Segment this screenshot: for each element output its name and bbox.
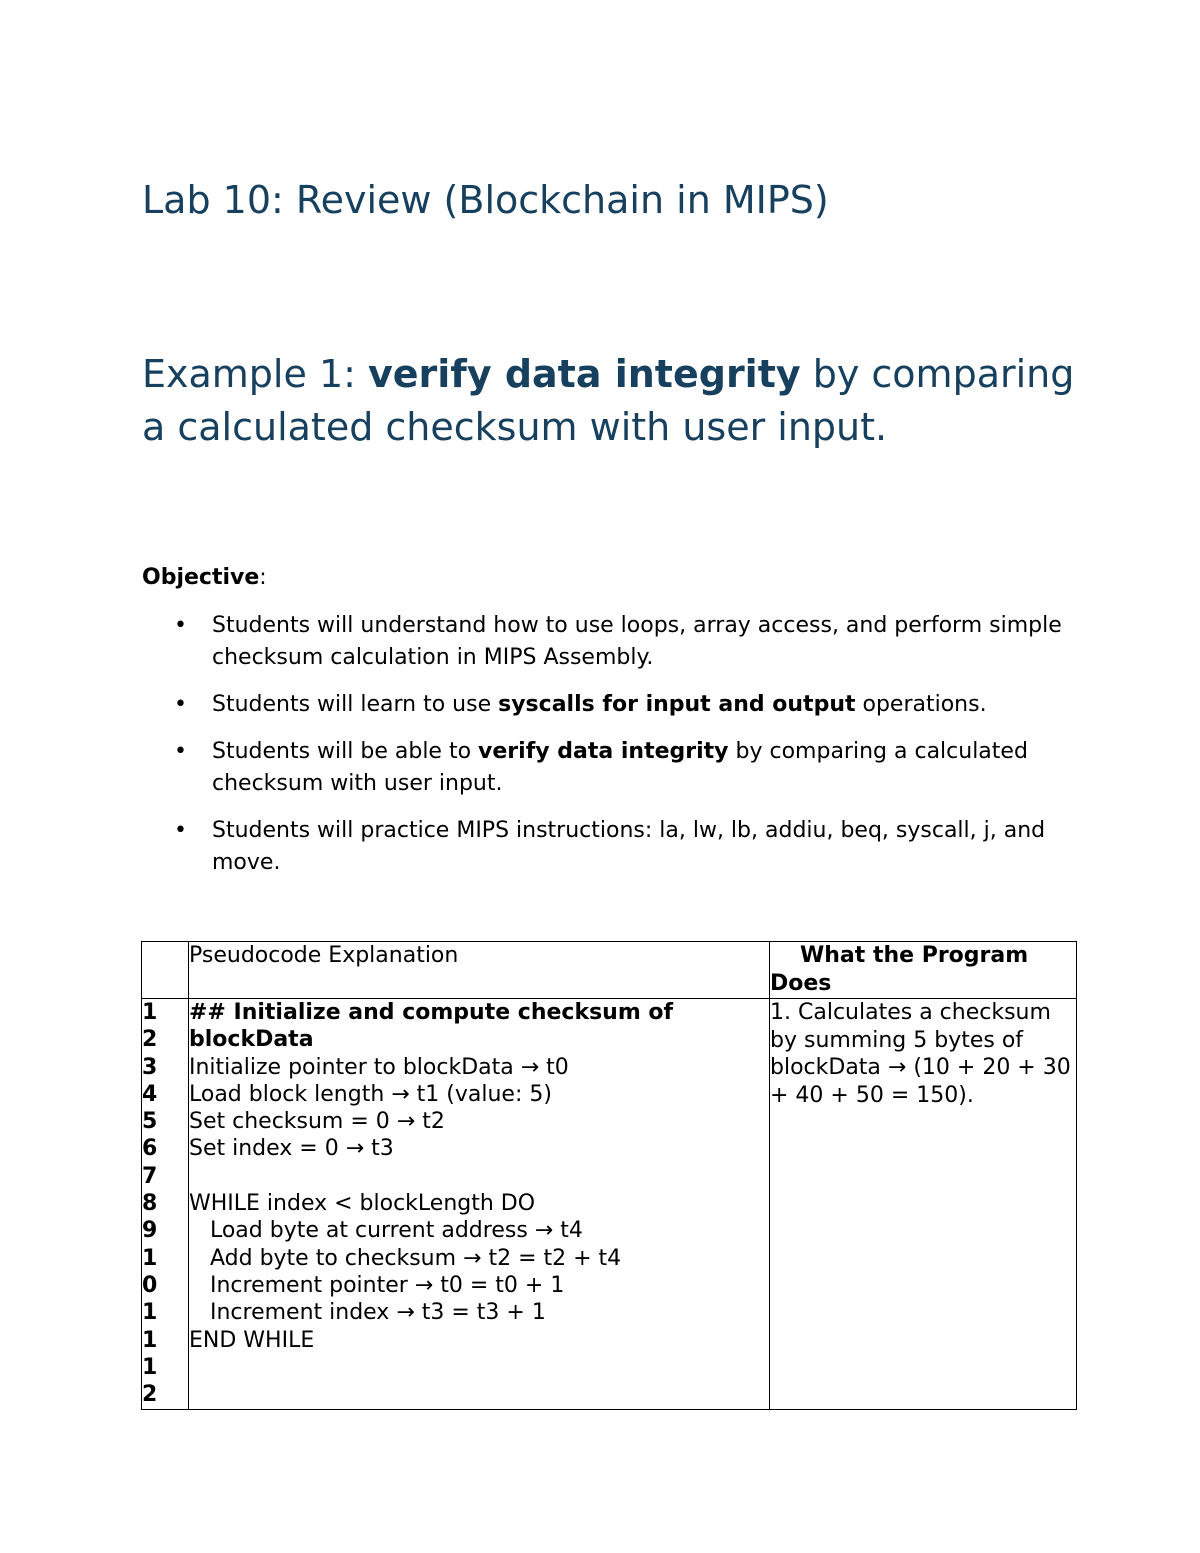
objective-item-text: Students will be able to — [212, 739, 479, 764]
objective-item-text-end: by comparing a calculated checksum with user input. — [212, 739, 1028, 796]
line-number: 1 — [142, 1300, 158, 1326]
example-bold: verify data integrity — [368, 352, 801, 396]
code-line — [189, 1163, 769, 1190]
objective-item — [142, 689, 1072, 721]
code-heading: ## Initialize and compute checksum of blockData — [189, 1000, 674, 1053]
objective-item-text-end: operations. — [855, 692, 987, 717]
line-number: 3 — [142, 1054, 158, 1080]
code-line: Load byte at current address → t4 — [189, 1218, 583, 1244]
page-title: Lab 10: Review (Blockchain in MIPS) — [142, 178, 829, 222]
line-number: 7 — [142, 1163, 158, 1189]
objective-item-text: Students will learn to use — [212, 692, 499, 717]
pseudocode-header: Pseudocode Explanation — [189, 942, 770, 999]
line-number: 4 — [142, 1081, 158, 1107]
objective-item — [142, 736, 1072, 800]
program-does-header-line1: What the Program — [800, 943, 1029, 968]
line-number-header — [142, 942, 189, 999]
line-numbers-cell — [142, 999, 189, 1410]
bullet-icon: • — [174, 692, 187, 717]
code-line: Set index = 0 → t3 — [189, 1136, 394, 1162]
code-line: Set checksum = 0 → t2 — [189, 1109, 445, 1135]
code-line: END WHILE — [189, 1327, 315, 1353]
line-number: 1 — [142, 1327, 158, 1353]
line-number: 9 — [142, 1218, 158, 1244]
example-prefix: Example 1: — [142, 352, 368, 396]
line-number: 2 — [142, 1027, 158, 1053]
objective-item-bold: syscalls for input and output — [498, 692, 856, 717]
table-header-row — [142, 942, 1077, 999]
line-number: 1 — [142, 1354, 158, 1380]
line-number: 1 — [142, 1000, 158, 1025]
bullet-icon: • — [174, 818, 187, 843]
objective-item — [142, 610, 1072, 674]
line-number: 8 — [142, 1191, 158, 1217]
objective-item-text: Students will practice MIPS instructions: la, lw, lb, addiu, beq, syscall, j, and move. — [212, 818, 1046, 875]
bullet-icon: • — [174, 739, 187, 764]
line-number: 2 — [142, 1382, 158, 1408]
line-number: 6 — [142, 1136, 158, 1162]
line-number: 1 — [142, 1245, 158, 1271]
code-line: Increment index → t3 = t3 + 1 — [189, 1300, 546, 1326]
bullet-icon: • — [174, 613, 187, 638]
program-does-cell: 1. Calculates a checksum by summing 5 bytes of blockData → (10 + 20 + 30 + 40 + 50 = 150). — [770, 999, 1077, 1410]
line-number: 5 — [142, 1109, 158, 1135]
objective-label-text: Objective — [142, 565, 260, 590]
objective-item — [142, 815, 1072, 879]
line-number: 0 — [142, 1272, 158, 1298]
code-line: Add byte to checksum → t2 = t2 + t4 — [189, 1245, 622, 1271]
code-line: Increment pointer → t0 = t0 + 1 — [189, 1272, 565, 1298]
table-row — [142, 999, 1077, 1410]
objective-label — [142, 564, 267, 592]
code-line: WHILE index < blockLength DO — [189, 1191, 536, 1217]
pseudocode-table — [141, 941, 1077, 1410]
program-does-header — [770, 942, 1077, 999]
pseudocode-cell — [189, 999, 770, 1410]
objective-item-bold: verify data integrity — [478, 739, 729, 764]
program-does-header-line2: Does — [770, 971, 832, 996]
example-suffix: by comparing a calculated checksum with user input. — [142, 352, 1075, 449]
example-heading — [142, 348, 1082, 454]
objective-list — [142, 610, 1072, 894]
objective-item-text: Students will understand how to use loops, array access, and perform simple checksum calculation in MIPS Assembly. — [212, 613, 1062, 670]
objective-colon: : — [259, 565, 267, 590]
code-line: Initialize pointer to blockData → t0 — [189, 1054, 569, 1080]
code-line: Load block length → t1 (value: 5) — [189, 1081, 552, 1107]
